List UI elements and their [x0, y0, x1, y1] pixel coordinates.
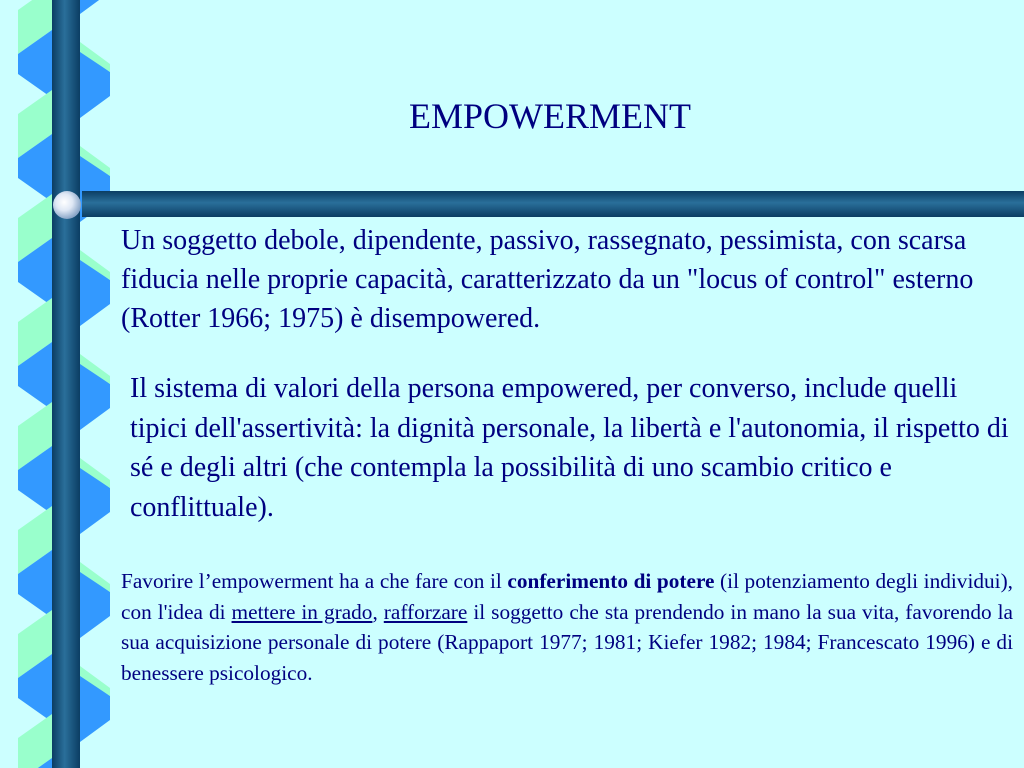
paragraph-disempowered: Un soggetto debole, dipendente, passivo, rassegnato, pessimista, con scarsa fiducia nelle proprie capacità, caratterizzato da un "locus of control" esterno (Rotter 1966; 1975) è disempowered. — [121, 225, 974, 334]
paragraph-favorire-empowerment — [121, 566, 1013, 688]
paragraph3-bold-conferimento: conferimento di potere — [507, 569, 715, 593]
paragraph3-underline-mettere: mettere in grado — [231, 599, 373, 624]
paragraph3-text-4: il soggetto che sta prendendo in mano la sua vita, favorendo la sua acquisizione personale di potere (Rappaport 1977; 1981; Kiefer 1982; 1984; Francescato 1996) e di benessere psicologico. — [121, 599, 1014, 685]
paragraph3-text-2: (il potenziamento degli individui), con l'idea di — [121, 569, 1013, 624]
paragraph3-underline-rafforzare: rafforzare — [383, 599, 468, 624]
paragraph3-text-1: Favorire l’empowerment ha a che fare con il — [121, 569, 508, 593]
paragraph-empowered-values: Il sistema di valori della persona empowered, per converso, include quelli tipici dell'assertività: la dignità personale, la libertà e l'autonomia, il rispetto di sé e degli altri (che contempla la possibilità di uno scambio critico e conflittuale). — [130, 373, 1009, 523]
slide-title: EMPOWERMENT — [409, 96, 691, 136]
horizontal-divider-bar — [52, 188, 1024, 220]
paragraph3-text-3: , — [372, 599, 384, 624]
